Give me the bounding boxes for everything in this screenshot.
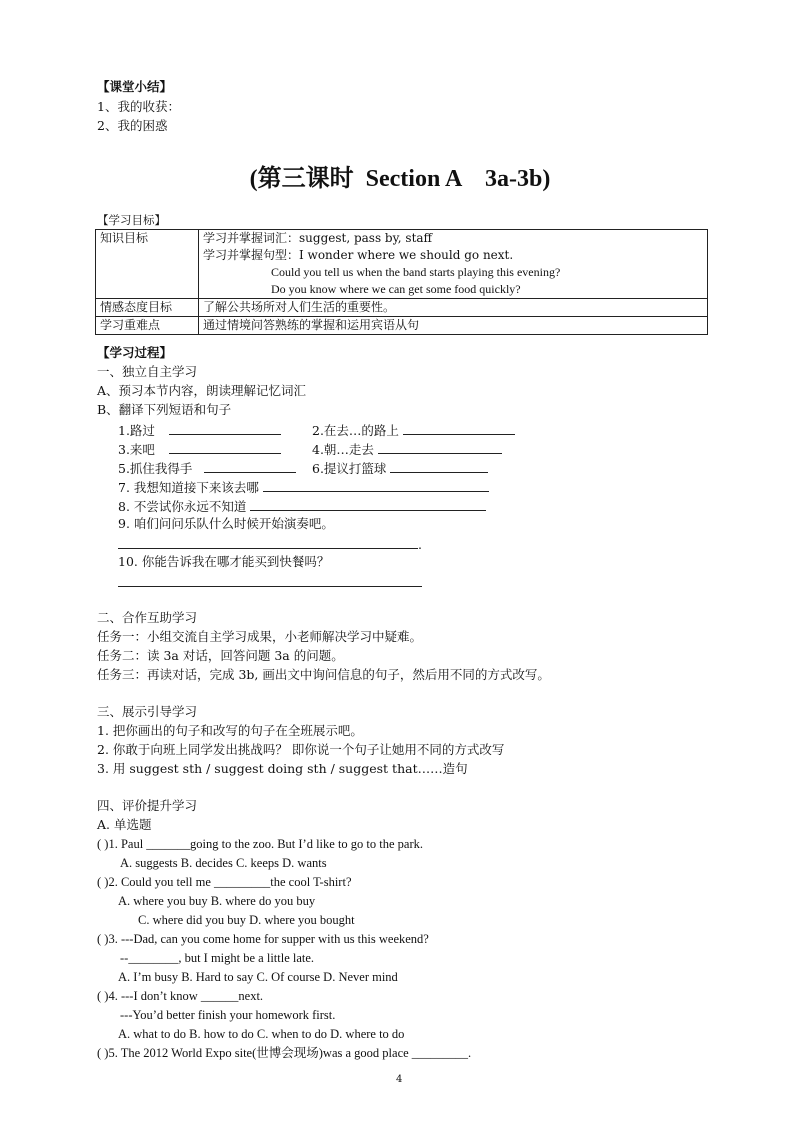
answer-blank[interactable]	[169, 420, 281, 435]
answer-blank[interactable]	[118, 534, 418, 549]
sentence-9-answer	[118, 534, 422, 554]
goals-heading: 【学习目标】	[97, 213, 166, 227]
goal-content: 通过情境问答熟练的掌握和运用宾语从句	[199, 317, 708, 335]
table-row	[96, 299, 708, 317]
section-4-title: 四、评价提升学习	[97, 798, 198, 813]
phrase-label: 6.提议打篮球	[312, 461, 387, 476]
goal-content: 了解公共场所对人们生活的重要性。	[199, 299, 708, 317]
summary-item-2: 2、我的困惑	[97, 118, 168, 133]
question-5: ( )5. The 2012 World Expo site(世博会现场)was a good place _________.	[97, 1046, 472, 1060]
table-row	[96, 317, 708, 335]
sentence-10: 10. 你能告诉我在哪才能买到快餐吗？	[118, 554, 330, 569]
exercise-heading: A. 单选题	[97, 817, 152, 832]
goal-label: 知识目标	[96, 230, 199, 299]
question-2-options-2: C. where did you buy D. where you bought	[138, 913, 355, 927]
goal-label: 情感态度目标	[96, 299, 199, 317]
goal-label: 学习重难点	[96, 317, 199, 335]
answer-blank[interactable]	[378, 439, 502, 454]
page-title: (第三课时 Section A 3a-3b)	[249, 166, 551, 192]
goals-table	[95, 229, 708, 335]
goal-line: 学习并掌握句型：I wonder where we should go next.	[203, 248, 514, 262]
show-item-3: 3. 用 suggest sth / suggest doing sth / suggest that……造句	[97, 761, 468, 776]
section-1-b: B、翻译下列短语和句子	[97, 402, 232, 417]
question-4-reply: ---You’d better finish your homework first.	[120, 1008, 336, 1022]
show-item-2: 2. 你敢于向班上同学发出挑战吗？ 即你说一个句子让她用不同的方式改写	[97, 742, 505, 757]
process-heading: 【学习过程】	[97, 345, 173, 360]
phrase-5	[118, 458, 296, 478]
phrase-1	[118, 420, 281, 440]
goal-line: 学习并掌握词汇：suggest, pass by, staff	[203, 231, 433, 245]
answer-blank[interactable]	[118, 572, 422, 587]
task-1: 任务一：小组交流自主学习成果，小老师解决学习中疑难。	[97, 629, 423, 644]
question-1: ( )1. Paul _______going to the zoo. But I’d like to go to the park.	[97, 837, 423, 851]
answer-blank[interactable]	[403, 420, 515, 435]
answer-blank[interactable]	[169, 439, 281, 454]
phrase-3	[118, 439, 281, 459]
phrase-label: 5.抓住我得手	[118, 461, 193, 476]
table-row	[96, 230, 708, 299]
task-2: 任务二：读 3a 对话，回答问题 3a 的问题。	[97, 648, 344, 663]
question-1-options: A. suggests B. decides C. keeps D. wants	[120, 856, 327, 870]
task-3: 任务三：再读对话，完成 3b, 画出文中询问信息的句子，然后用不同的方式改写。	[97, 667, 550, 682]
sentence-8	[118, 496, 486, 516]
answer-blank[interactable]	[263, 477, 489, 492]
sentence-7	[118, 477, 489, 497]
answer-blank[interactable]	[250, 496, 486, 511]
section-1-a: A、预习本节内容，朗读理解记忆词汇	[97, 383, 307, 398]
sentence-9: 9. 咱们问问乐队什么时候开始演奏吧。	[118, 516, 334, 531]
phrase-4	[312, 439, 502, 459]
goal-content	[199, 230, 708, 299]
answer-blank[interactable]	[390, 458, 488, 473]
phrase-label: 3.来吧	[118, 442, 155, 457]
question-3: ( )3. ---Dad, can you come home for supper with us this weekend?	[97, 932, 429, 946]
section-1-title: 一、独立自主学习	[97, 364, 198, 379]
question-4: ( )4. ---I don’t know ______next.	[97, 989, 264, 1003]
period: .	[418, 537, 422, 552]
summary-heading: 【课堂小结】	[97, 79, 173, 94]
question-3-options: A. I’m busy B. Hard to say C. Of course D. Never mind	[118, 970, 398, 984]
section-2-title: 二、合作互助学习	[97, 610, 198, 625]
summary-item-1: 1、我的收获：	[97, 99, 180, 114]
phrase-label: 4.朝…走去	[312, 442, 374, 457]
phrase-2	[312, 420, 515, 440]
goal-line: Do you know where we can get some food quickly?	[271, 282, 521, 296]
sentence-label: 7. 我想知道接下来该去哪	[118, 480, 259, 495]
goal-line: Could you tell us when the band starts playing this evening?	[271, 265, 561, 279]
phrase-label: 1.路过	[118, 423, 155, 438]
sentence-label: 8. 不尝试你永远不知道	[118, 499, 247, 514]
show-item-1: 1. 把你画出的句子和改写的句子在全班展示吧。	[97, 723, 363, 738]
question-3-reply: --________, but I might be a little late.	[120, 951, 315, 965]
phrase-6	[312, 458, 488, 478]
question-4-options: A. what to do B. how to do C. when to do D. where to do	[118, 1027, 405, 1041]
question-2: ( )2. Could you tell me _________the cool T-shirt?	[97, 875, 352, 889]
page-number: 4	[396, 1074, 403, 1085]
phrase-label: 2.在去…的路上	[312, 423, 399, 438]
question-2-options-1: A. where you buy B. where do you buy	[118, 894, 316, 908]
section-3-title: 三、展示引导学习	[97, 704, 198, 719]
sentence-10-answer	[118, 572, 422, 592]
answer-blank[interactable]	[204, 458, 296, 473]
